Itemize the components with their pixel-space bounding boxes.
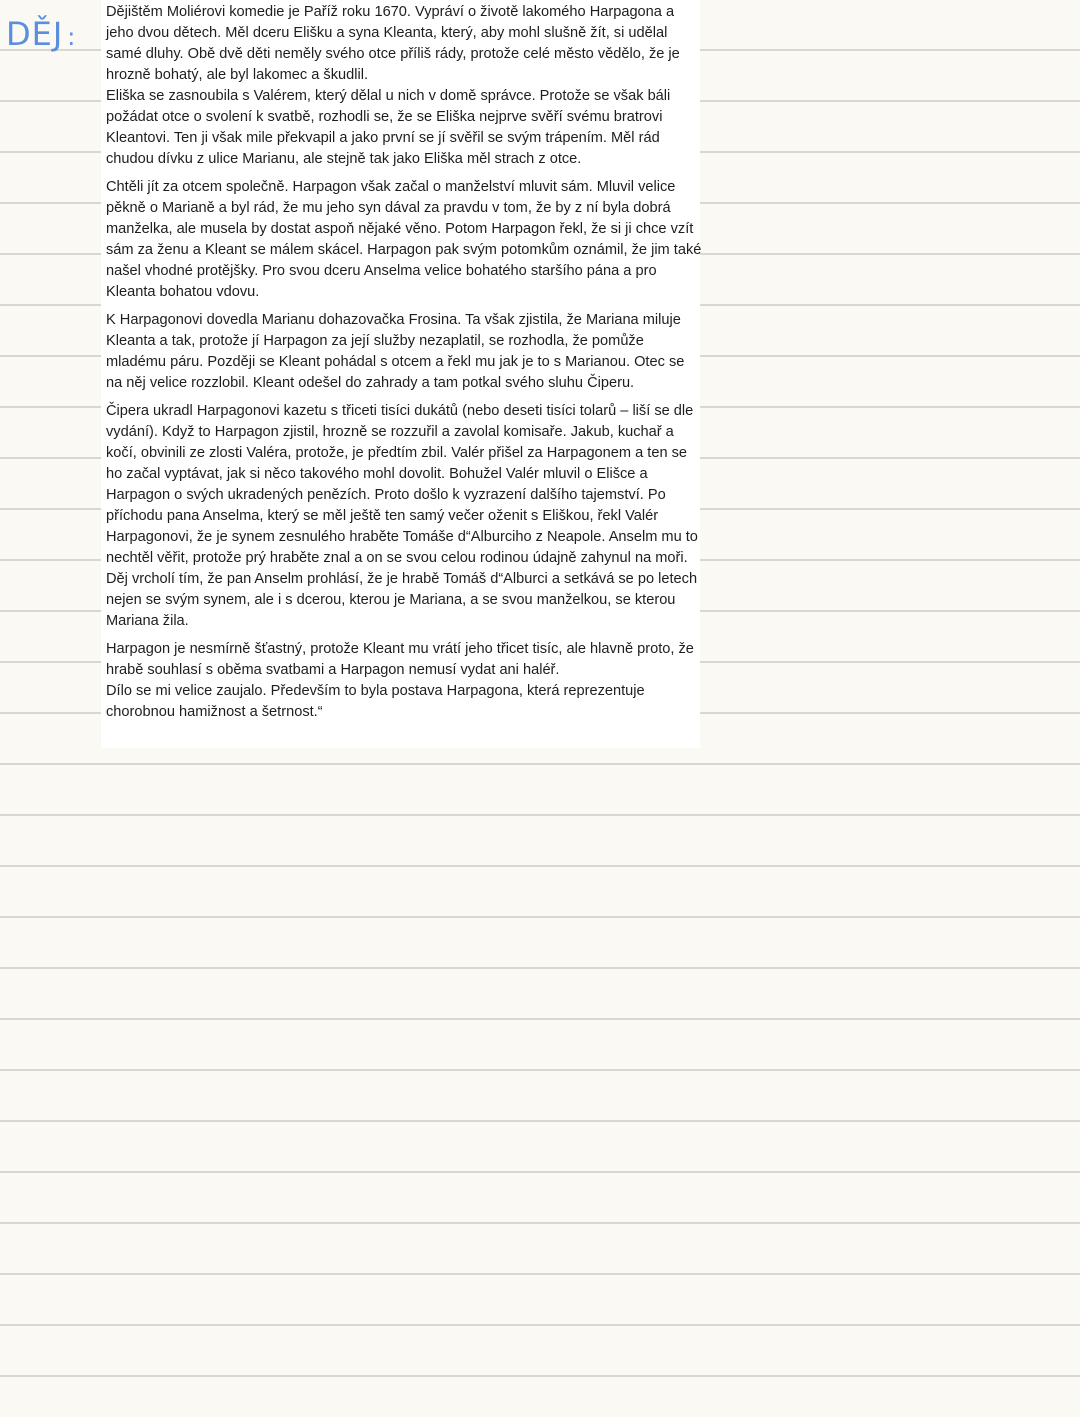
text-document bbox=[101, 0, 700, 748]
heading-colon: : bbox=[67, 23, 77, 51]
paragraph-1: Dějištěm Moliérovi komedie je Paříž roku 1670. Vypráví o životě lakomého Harpagona a jeho dvou dětech. Měl dceru Elišku a syna Kleanta, který, aby mohl slušně žít, si udělal samé dluhy. Obě dvě děti neměly svého otce příliš rády, protože celé město vědělo, že je hrozně bohatý, ale byl lakomec a škudlil. Eliška se zasnoubila s Valérem, který dělal u nich v domě správce. Protože se však báli požádat otce o svolení k svatbě, rozhodli se, že se Eliška nejprve svěří svému bratrovi Kleantovi. Ten ji však mile překvapil a jako první se jí svěřil se svým trápením. Měl rád chudou dívku z ulice Marianu, ale stejně tak jako Eliška měl strach z otce. bbox=[106, 4, 680, 167]
paragraph-2: Chtěli jít za otcem společně. Harpagon však začal o manželství mluvit sám. Mluvil velice pěkně o Marianě a byl rád, že mu jeho syn dával za pravdu v tom, že by z ní byla dobrá manželka, ale musela by dostat aspoň nějaké věno. Potom Harpagon řekl, že si ji chce vzít sám za ženu a Kleant se málem skácel. Harpagon pak svým potomkům oznámil, že jim také našel vhodné protějšky. Pro svou dceru Anselma velice bohatého staršího pána a pro Kleanta bohatou vdovu. bbox=[106, 179, 702, 300]
paragraph-4: Čipera ukradl Harpagonovi kazetu s třiceti tisíci dukátů (nebo deseti tisíci tolarů – liší se dle vydání). Když to Harpagon zjistil, hrozně se rozzuřil a zavolal komisaře. Jakub, kuchař a kočí, obvinili ze zlosti Valéra, protože, je předtím zbil. Valér přišel za Harpagonem a ten se ho začal vyptávat, jak si něco takového mohl dovolit. Bohužel Valér mluvil o Elišce a Harpagon o svých ukradených penězích. Proto došlo k vyzrazení dalšího tajemství. Po příchodu pana Anselma, který se měl ještě ten samý večer oženit s Eliškou, řekl Valér Harpagonovi, že je synem zesnulého hraběte Tomáše d“Alburciho z Neapole. Anselm mu to nechtěl věřit, protože prý hraběte znal a on se svou celou rodinou údajně zahynul na moři. Děj vrcholí tím, že pan Anselm prohlásí, že je hrabě Tomáš d“Alburci a setkává se po letech nejen se svým synem, ale i s dcerou, kterou je Mariana, a se svou manželkou, se kterou Mariana žila. bbox=[106, 403, 698, 629]
paragraph-5: Harpagon je nesmírně šťastný, protože Kleant mu vrátí jeho třicet tisíc, ale hlavně proto, že hrabě souhlasí s oběma svatbami a Harpagon nemusí vydat ani haléř. Dílo se mi velice zaujalo. Především to byla postava Harpagona, která reprezentuje chorobnou hamižnost a šetrnost.“ bbox=[106, 641, 694, 720]
paragraph-3: K Harpagonovi dovedla Marianu dohazovačka Frosina. Ta však zjistila, že Mariana miluje Kleanta a tak, protože jí Harpagon za její služby nezaplatil, se rozhodla, že pomůže mladému páru. Později se Kleant pohádal s otcem a řekl mu jak je to s Marianou. Otec se na něj velice rozzlobil. Kleant odešel do zahrady a tam potkal svého sluhu Čiperu. bbox=[106, 312, 685, 391]
heading bbox=[6, 15, 77, 53]
heading-text: DĚJ bbox=[6, 15, 64, 53]
